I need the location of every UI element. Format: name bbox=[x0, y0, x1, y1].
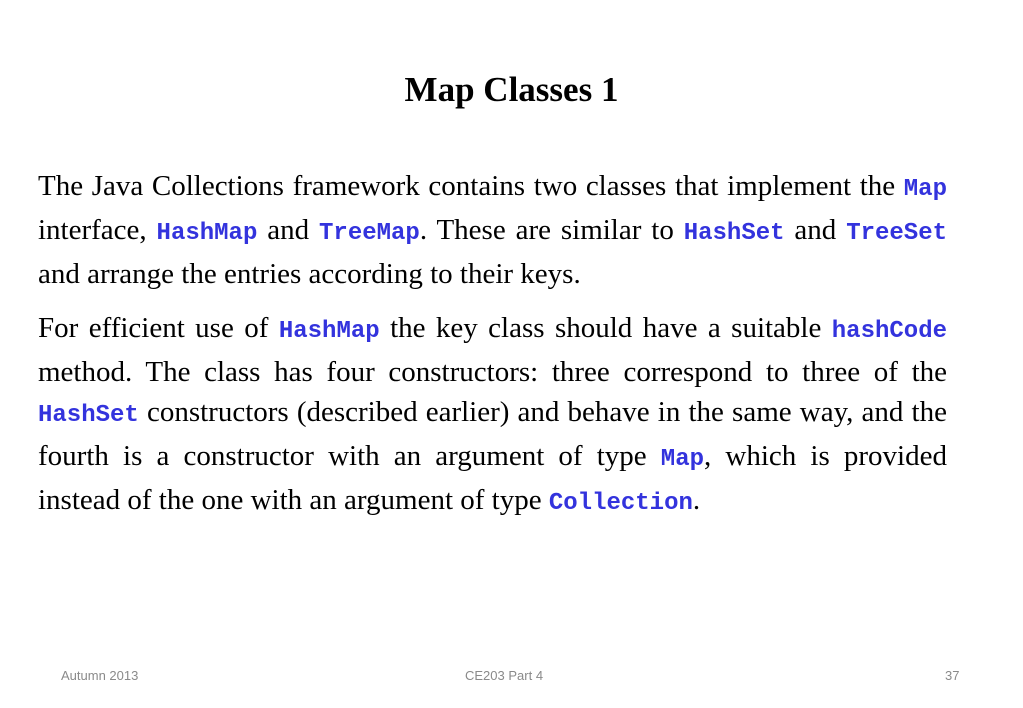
code-treemap: TreeMap bbox=[319, 220, 420, 247]
code-map: Map bbox=[903, 176, 947, 203]
paragraph-1 bbox=[38, 166, 947, 294]
paragraph-1-text-3: and bbox=[257, 214, 320, 246]
paragraph-2-text-2: the key class should have a suitable bbox=[379, 312, 832, 344]
paragraph-1-text-6: and arrange the entries according to their keys. bbox=[38, 258, 581, 290]
paragraph-2-text-1: For efficient use of bbox=[38, 312, 279, 344]
slide-body bbox=[38, 166, 947, 538]
paragraph-2-text-6: . bbox=[692, 484, 701, 516]
code-hashset: HashSet bbox=[683, 220, 785, 247]
slide-title: Map Classes 1 bbox=[404, 70, 619, 109]
paragraph-2-text-5: , which is provided instead of the one with an argument of type bbox=[38, 440, 947, 516]
paragraph-1-text-5: and bbox=[784, 214, 847, 246]
footer-date: Autumn 2013 bbox=[61, 668, 139, 683]
code-hashcode: hashCode bbox=[831, 318, 947, 345]
paragraph-2-text-3: method. The class has four constructors: three correspond to three of the bbox=[38, 356, 947, 388]
footer-course: CE203 Part 4 bbox=[465, 668, 544, 683]
code-hashmap: HashMap bbox=[156, 220, 258, 247]
code-collection: Collection bbox=[548, 490, 693, 517]
code-map-2: Map bbox=[660, 446, 705, 473]
code-treeset: TreeSet bbox=[846, 220, 948, 247]
code-hashmap-2: HashMap bbox=[278, 318, 380, 345]
code-hashset-2: HashSet bbox=[38, 402, 139, 429]
paragraph-1-text-2: interface, bbox=[38, 214, 157, 246]
footer-page-number: 37 bbox=[945, 668, 960, 683]
paragraph-2 bbox=[38, 308, 947, 524]
paragraph-2-text-4: constructors (described earlier) and behave in the same way, and the fourth is a constructor with an argument of type bbox=[38, 396, 947, 472]
paragraph-1-text-1: The Java Collections framework contains two classes that implement the bbox=[38, 170, 904, 202]
paragraph-1-text-4: . These are similar to bbox=[419, 214, 684, 246]
